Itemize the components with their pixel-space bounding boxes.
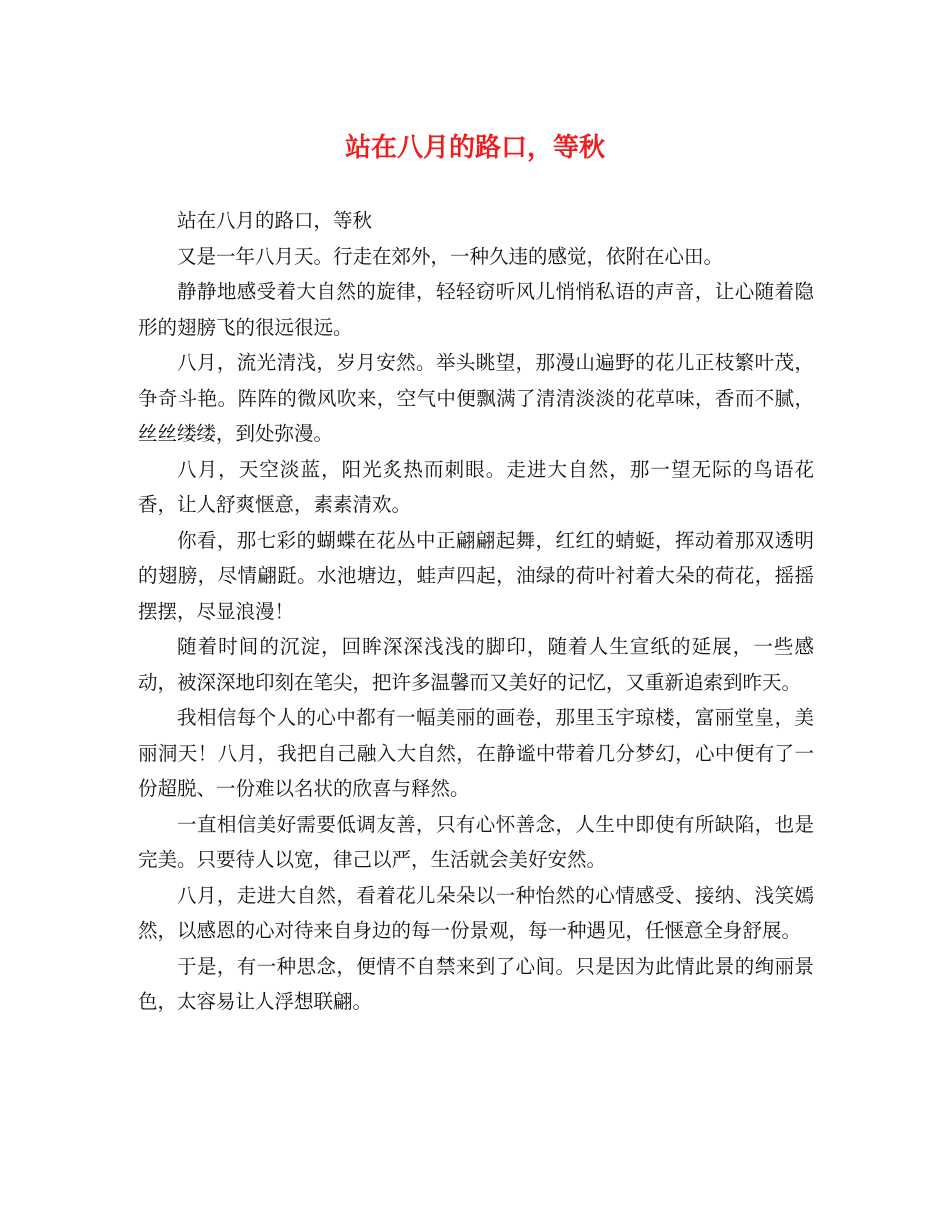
document-body (138, 203, 814, 1020)
paragraph-8: 我相信每个人的心中都有一幅美丽的画卷，那里玉宇琼楼，富丽堂皇，美丽洞天！八月，我把自己融入大自然，在静谧中带着几分梦幻，心中便有了一份超脱、一份难以名状的欣喜与释然。 (138, 706, 814, 800)
document-title: 站在八月的路口，等秋 (344, 133, 605, 163)
paragraph-5: 八月，天空淡蓝，阳光炙热而刺眼。走进大自然，那一望无际的鸟语花香，让人舒爽惬意，素素清欢。 (138, 457, 814, 516)
paragraph-9: 一直相信美好需要低调友善，只有心怀善念，人生中即使有所缺陷，也是完美。只要待人以宽，律己以严，生活就会美好安然。 (138, 812, 814, 871)
paragraph-11: 于是，有一种思念，便情不自禁来到了心间。只是因为此情此景的绚丽景色，太容易让人浮想联翩。 (138, 954, 814, 1013)
paragraph-7: 随着时间的沉淀，回眸深深浅浅的脚印，随着人生宣纸的延展，一些感动，被深深地印刻在笔尖，把许多温馨而又美好的记忆，又重新追索到昨天。 (138, 635, 814, 694)
paragraph-10: 八月，走进大自然，看着花儿朵朵以一种怡然的心情感受、接纳、浅笑嫣然，以感恩的心对待来自身边的每一份景观，每一种遇见，任惬意全身舒展。 (138, 883, 814, 942)
paragraph-6: 你看，那七彩的蝴蝶在花丛中正翩翩起舞，红红的蜻蜓，挥动着那双透明的翅膀，尽情翩跹。水池塘边，蛙声四起，油绿的荷叶衬着大朵的荷花，摇摇摆摆，尽显浪漫！ (138, 528, 814, 623)
paragraph-1: 站在八月的路口，等秋 (177, 209, 373, 232)
paragraph-2: 又是一年八月天。行走在郊外，一种久违的感觉，依附在心田。 (177, 244, 724, 268)
paragraph-4: 八月，流光清浅，岁月安然。举头眺望，那漫山遍野的花儿正枝繁叶茂，争奇斗艳。阵阵的微风吹来，空气中便飘满了清清淡淡的花草味，香而不腻，丝丝缕缕，到处弥漫。 (138, 351, 814, 445)
paragraph-3: 静静地感受着大自然的旋律，轻轻窃听风儿悄悄私语的声音，让心随着隐形的翅膀飞的很远很远。 (138, 280, 814, 339)
